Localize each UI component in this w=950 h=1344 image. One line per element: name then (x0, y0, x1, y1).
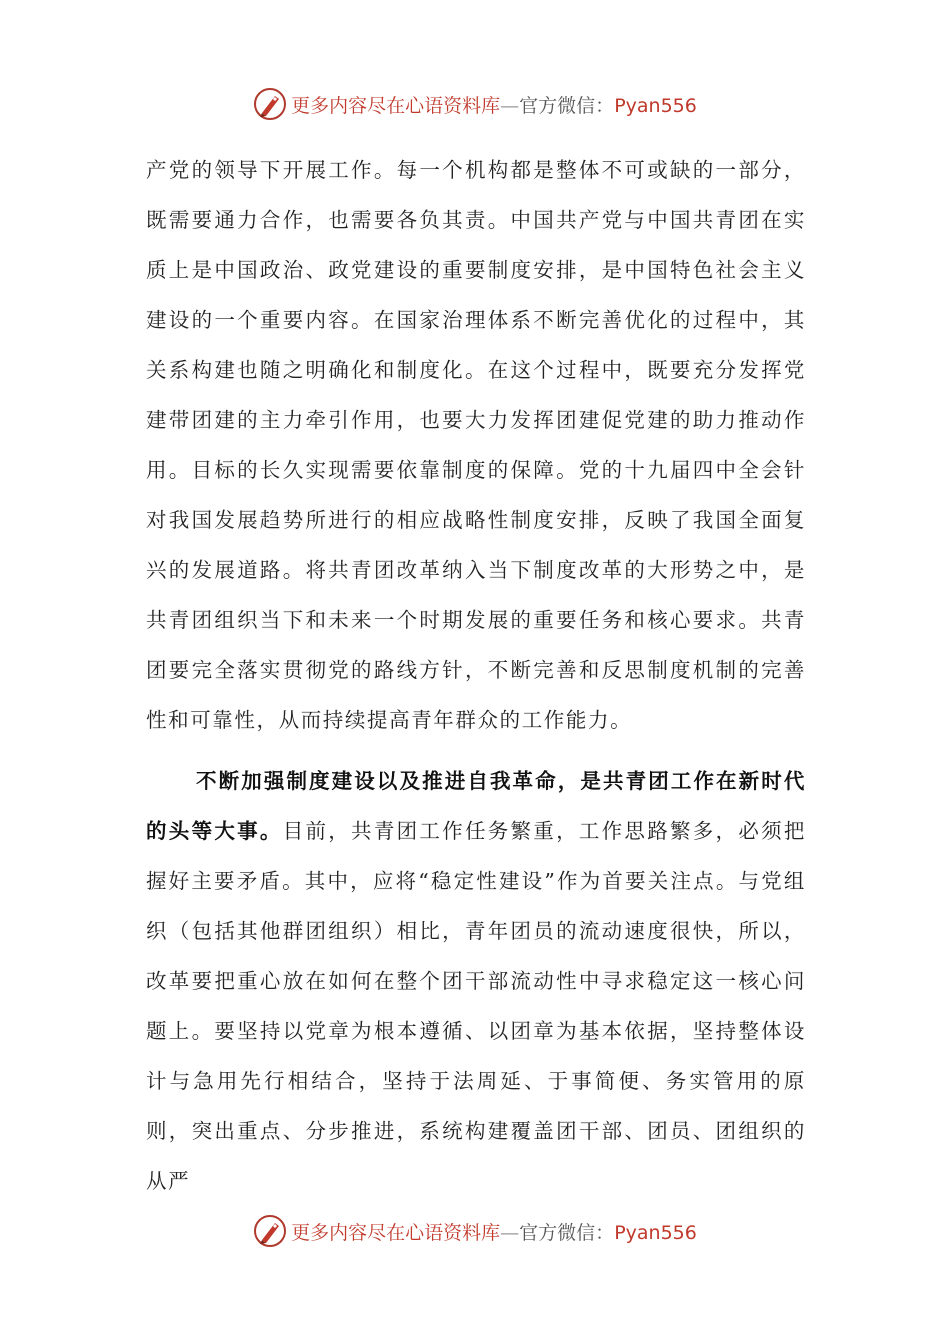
banner-wechat-id: Pyan556 (614, 94, 697, 117)
pen-nib-logo-icon (253, 1214, 287, 1248)
paragraph-continuation (146, 145, 806, 745)
paragraph-text: 产党的领导下开展工作。每一个机构都是整体不可或缺的一部分，既需要通力合作，也需要各负其责。中国共产党与中国共青团在实质上是中国政治、政党建设的重要制度安排，是中国特色社会主义建设的一个重要内容。在国家治理体系不断完善优化的过程中，其关系构建也随之明确化和制度化。在这个过程中，既要充分发挥党建带团建的主力牵引作用，也要大力发挥团建促党建的助力推动作用。目标的长久实现需要依靠制度的保障。党的十九届四中全会针对我国发展趋势所进行的相应战略性制度安排，反映了我国全面复兴的发展道路。将共青团改革纳入当下制度改革的大形势之中，是共青团组织当下和未来一个时期发展的重要任务和核心要求。共青团要完全落实贯彻党的路线方针，不断完善和反思制度机制的完善性和可靠性，从而持续提高青年群众的工作能力。 (146, 158, 806, 732)
banner-prefix: 更多内容尽在心语资料库 (291, 1221, 501, 1244)
header-banner-content (253, 87, 697, 121)
banner-separator: — (500, 1221, 520, 1244)
footer-banner (0, 1211, 950, 1251)
banner-separator: — (500, 94, 520, 117)
paragraph-with-bold-lead (146, 756, 806, 1206)
footer-banner-content (253, 1214, 697, 1248)
pen-nib-logo-icon (253, 87, 287, 121)
paragraph-bold-lead: 不断加强制度建设以及推进自我革命，是共青团工作在新时代的头等大事。 (146, 769, 806, 843)
header-banner-text (291, 91, 697, 118)
banner-suffix: 官方微信： (519, 94, 615, 117)
banner-suffix: 官方微信： (519, 1221, 615, 1244)
banner-prefix: 更多内容尽在心语资料库 (291, 94, 501, 117)
header-banner (0, 84, 950, 124)
paragraph-text: 目前，共青团工作任务繁重，工作思路繁多，必须把握好主要矛盾。其中，应将“稳定性建设”作为首要关注点。与党组织（包括其他群团组织）相比，青年团员的流动速度很快，所以，改革要把重心放在如何在整个团干部流动性中寻求稳定这一核心问题上。要坚持以党章为根本遵循、以团章为基本依据，坚持整体设计与急用先行相结合，坚持于法周延、于事简便、务实管用的原则，突出重点、分步推进，系统构建覆盖团干部、团员、团组织的从严 (146, 819, 806, 1193)
banner-wechat-id: Pyan556 (614, 1221, 697, 1244)
footer-banner-text (291, 1218, 697, 1245)
